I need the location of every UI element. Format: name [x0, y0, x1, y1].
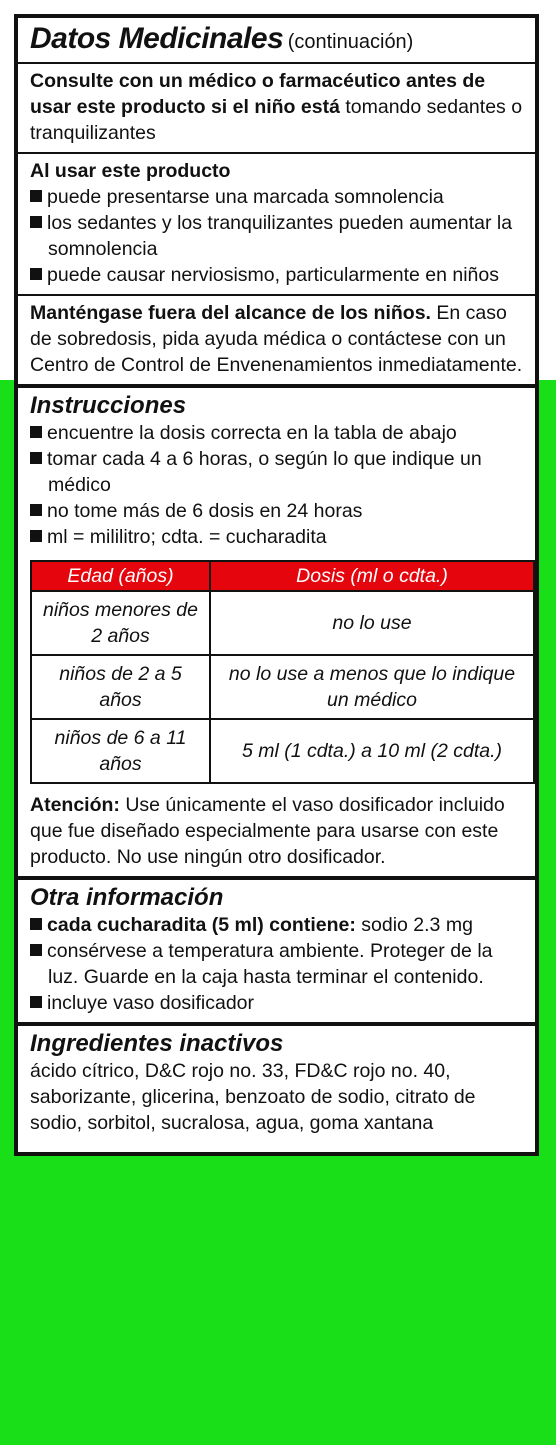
drug-facts-panel [14, 14, 539, 1156]
keep-away-section [18, 296, 535, 388]
table-row [31, 591, 534, 655]
bullet-square-icon [30, 996, 42, 1008]
list-item [30, 524, 525, 550]
list-item [30, 184, 525, 210]
cell-age: niños menores de 2 años [31, 591, 210, 655]
other-info-heading: Otra información [30, 884, 224, 911]
list-item-bold: cada cucharadita (5 ml) contiene: [47, 914, 356, 936]
list-item-text: no tome más de 6 dosis en 24 horas [47, 500, 363, 522]
directions-section [18, 388, 535, 880]
cell-dose: no lo use [210, 591, 534, 655]
list-item-text: los sedantes y los tranquilizantes pueden aumentar la somnolencia [47, 212, 513, 260]
attention-text [30, 792, 525, 870]
page-title: Datos Medicinales [30, 22, 284, 55]
list-item-text: puede causar nerviosismo, particularmente en niños [47, 264, 499, 286]
bullet-square-icon [30, 190, 42, 202]
bullet-square-icon [30, 452, 42, 464]
bullet-square-icon [30, 530, 42, 542]
bullet-square-icon [30, 216, 42, 228]
list-item [30, 262, 525, 288]
list-item [30, 446, 525, 498]
dosage-table [30, 560, 535, 784]
list-item-text: tomar cada 4 a 6 horas, o según lo que indique un médico [47, 448, 482, 496]
attention-bold: Atención: [30, 794, 120, 816]
keep-away-text [30, 300, 525, 378]
green-edge-strip [544, 480, 556, 840]
table-row [31, 655, 534, 719]
header-dose: Dosis (ml o cdta.) [210, 561, 534, 591]
keep-away-bold: Manténgase fuera del alcance de los niños. [30, 302, 431, 324]
list-item [30, 210, 525, 262]
inactive-heading: Ingredientes inactivos [30, 1030, 284, 1057]
list-item-text: sodio 2.3 mg [355, 914, 473, 936]
cell-dose: 5 ml (1 cdta.) a 10 ml (2 cdta.) [210, 719, 534, 783]
bullet-square-icon [30, 504, 42, 516]
list-item-text: consérvese a temperatura ambiente. Proteger de la luz. Guarde en la caja hasta terminar el contenido. [47, 940, 493, 988]
table-row [31, 719, 534, 783]
list-item-text: incluye vaso dosificador [47, 992, 255, 1014]
consult-rest: tomando sedantes o tranquilizantes [30, 96, 523, 144]
table-header-row [31, 561, 534, 591]
directions-heading: Instrucciones [30, 392, 187, 419]
list-item [30, 938, 525, 990]
list-item-text: puede presentarse una marcada somnolencia [47, 186, 444, 208]
list-item-text: encuentre la dosis correcta en la tabla de abajo [47, 422, 457, 444]
consult-text [30, 68, 525, 146]
bullet-square-icon [30, 268, 42, 280]
inactive-section [18, 1026, 535, 1152]
other-info-section [18, 880, 535, 1026]
bullet-square-icon [30, 944, 42, 956]
bullet-square-icon [30, 426, 42, 438]
header-age: Edad (años) [31, 561, 210, 591]
list-item [30, 990, 525, 1016]
list-item-text: ml = mililitro; cdta. = cucharadita [47, 526, 327, 548]
title-section [18, 18, 535, 64]
list-item [30, 912, 525, 938]
inactive-text: ácido cítrico, D&C rojo no. 33, FD&C rojo no. 40, saborizante, glicerina, benzoato de sodio, citrato de sodio, sorbitol, sucralosa, agua, goma xantana [30, 1060, 476, 1134]
when-using-heading: Al usar este producto [30, 160, 231, 182]
title-suffix: (continuación) [287, 31, 414, 53]
attention-rest: Use únicamente el vaso dosificador incluido que fue diseñado especialmente para usarse con este producto. No use ningún otro dosificador. [30, 794, 505, 868]
list-item [30, 420, 525, 446]
cell-age: niños de 6 a 11 años [31, 719, 210, 783]
when-using-section [18, 154, 535, 296]
cell-dose: no lo use a menos que lo indique un médico [210, 655, 534, 719]
consult-section [18, 64, 535, 154]
bullet-square-icon [30, 918, 42, 930]
cell-age: niños de 2 a 5 años [31, 655, 210, 719]
consult-bold: Consulte con un médico o farmacéutico antes de usar este producto si el niño está [30, 70, 486, 118]
list-item [30, 498, 525, 524]
keep-away-rest: En caso de sobredosis, pida ayuda médica o contáctese con un Centro de Control de Envenenamientos inmediatamente. [30, 302, 523, 376]
